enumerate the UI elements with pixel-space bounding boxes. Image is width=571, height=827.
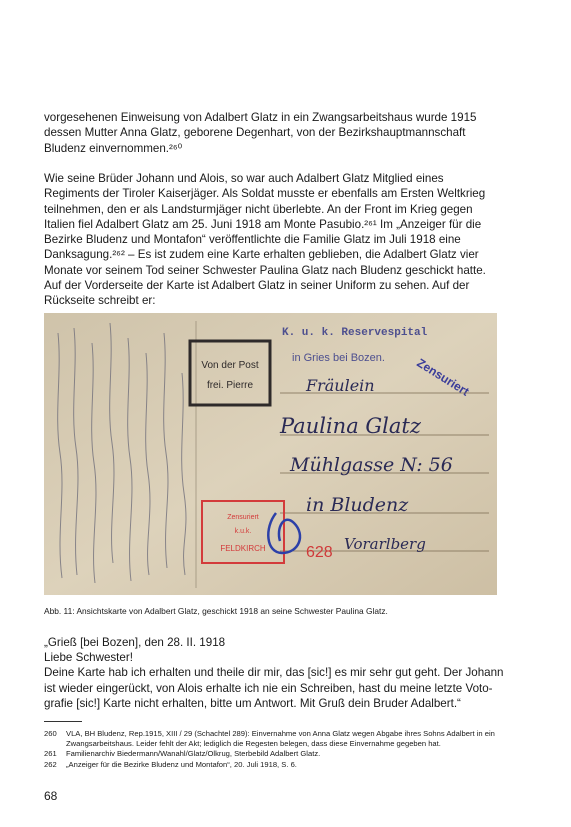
address-line-3: Mühlgasse N: 56 bbox=[290, 454, 453, 476]
footnote-number: 261 bbox=[44, 749, 57, 759]
footnote-number: 262 bbox=[44, 759, 57, 769]
letter-line-3: Deine Karte hab ich erhalten und theile dir mir, das [sic!] es mir sehr gut geht. Der Johann bbox=[44, 666, 504, 680]
hospital-stamp-line-1: K. u. k. Reservespital bbox=[282, 327, 428, 339]
footnote-260 bbox=[44, 729, 497, 749]
censor-stamp: Zensuriert bbox=[414, 355, 472, 399]
body-paragraph-1: vorgesehenen Einweisung von Adalbert Glatz in ein Zwangsarbeitshaus wurde 1915 dessen Mutter Anna Glatz, geborene Degenhart, von der Bezirkshauptmannschaft Bludenz einvernommen.²⁶⁰ bbox=[44, 111, 477, 155]
footnote-262 bbox=[44, 760, 497, 770]
letter-line-1: „Grieß [bei Bozen], den 28. II. 1918 bbox=[44, 636, 226, 649]
footnote-divider bbox=[44, 721, 82, 722]
letter-line-5: grafie [sic!] Karte nicht erhalten, bitte um Antwort. Mit Gruß dein Bruder Adalbert.“ bbox=[44, 696, 461, 710]
red-stamp-line-3: FELDKIRCH bbox=[220, 544, 266, 553]
red-stamp-line-1: Zensuriert bbox=[227, 514, 259, 521]
footnote-number: 260 bbox=[44, 729, 57, 738]
figure-caption: Abb. 11: Ansichtskarte von Adalbert Glatz, geschickt 1918 an seine Schwester Paulina Glatz. bbox=[44, 606, 388, 616]
box-stamp-line-2: frei. Pierre bbox=[206, 380, 254, 391]
footnote-text: Familienarchiv Biedermann/Wanahl/Glatz/Olkrug, Sterbebild Adalbert Glatz. bbox=[66, 749, 321, 759]
blue-mark-number: 628 bbox=[306, 544, 333, 561]
body-paragraph-2: Wie seine Brüder Johann und Alois, so war auch Adalbert Glatz Mitglied eines Regiments der Tiroler Kaiserjäger. Als Soldat musste er ebenfalls am Ersten Weltkrieg teilnehmen, den er als Landsturmjäger nicht überlebte. An der Front im Krieg gegen Italien fiel Adalbert Glatz am 25. Juni 1918 am Monte Pasubio.²⁶¹ Im „Anzeiger für die Bezirke Bludenz und Montafon“ veröffentlichte die Familie Glatz im Juli 1918 eine Danksagung.²⁶² – Es ist zudem eine Karte erhalten geblieben, die Adalbert Glatz vier Monate vor seinem Tod seiner Schwester Paulina Glatz nach Bludenz geschickt hatte. Auf der Vorderseite der Karte ist Adalbert Glatz in seiner Uniform zu sehen. Auf der Rückseite schreibt er: bbox=[44, 172, 486, 308]
address-line-5: Vorarlberg bbox=[344, 535, 426, 553]
letter-quote bbox=[44, 635, 504, 711]
address-line-2: Paulina Glatz bbox=[280, 414, 421, 438]
footnote-261 bbox=[44, 749, 497, 759]
hospital-stamp-line-2: in Gries bei Bozen. bbox=[292, 352, 385, 364]
address-line-4: in Bludenz bbox=[306, 494, 409, 516]
box-stamp-line-1: Von der Post bbox=[201, 360, 259, 371]
page-number: 68 bbox=[44, 789, 58, 803]
postcard-image bbox=[44, 313, 497, 595]
footnote-text: VLA, BH Bludenz, Rep.1915, XIII / 29 (Schachtel 289): Einvernahme von Anna Glatz wegen Abgabe ihres Sohns Adalbert in ein Zwangsarbeitshaus. Leider fehlt der Akt; lediglich die Regesten belegen, dass diese Einvernahme gegeben hat. bbox=[66, 729, 495, 749]
letter-line-2: Liebe Schwester! bbox=[44, 651, 133, 665]
footnote-text: „Anzeiger für die Bezirke Bludenz und Montafon“, 20. Juli 1918, S. 6. bbox=[66, 759, 297, 769]
address-line-1: Fräulein bbox=[306, 376, 375, 395]
letter-line-4: ist wieder eingerückt, von Alois erhalte ich nie ein Schreiben, hast du meine letzte Voto- bbox=[44, 681, 493, 695]
red-stamp-line-2: k.u.k. bbox=[234, 528, 252, 535]
footnotes bbox=[44, 729, 497, 770]
